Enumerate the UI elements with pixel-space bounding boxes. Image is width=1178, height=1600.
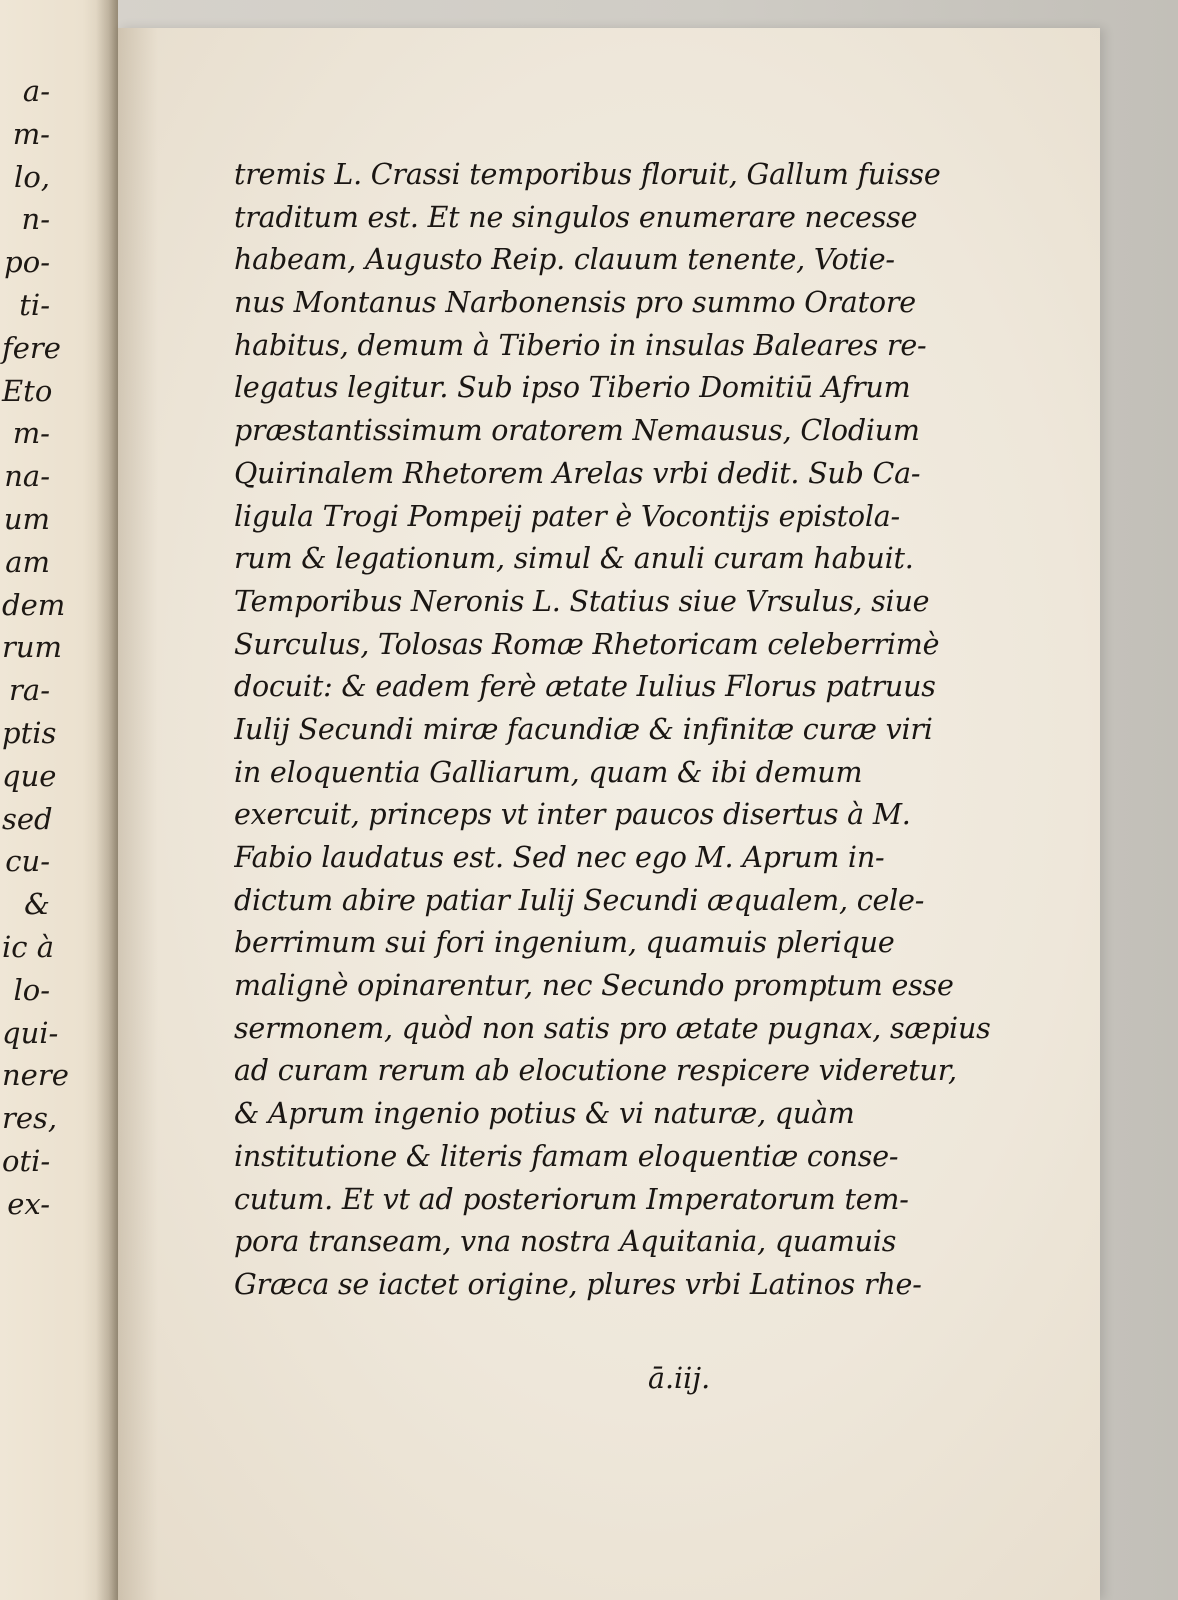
facing-text-line: res, [2, 1101, 58, 1136]
text-line: habitus, demum à Tiberio in insulas Baleares re- [234, 328, 927, 362]
facing-text-line: am [5, 544, 50, 579]
facing-text-line: qui- [2, 1015, 59, 1050]
facing-text-line: po- [4, 245, 50, 280]
facing-page-left [0, 0, 118, 1600]
facing-text-line: & [24, 887, 50, 922]
facing-text-line: Eto [2, 373, 53, 408]
text-line: Surculus, Tolosas Romæ Rhetoricam celeberrimè [234, 627, 940, 661]
facing-text-line: um [3, 501, 50, 536]
text-line: Temporibus Neronis L. Statius siue Vrsulus, siue [234, 584, 930, 618]
text-line: docuit: & eadem ferè ætate Iulius Florus patruus [234, 670, 936, 704]
text-line: dictum abire patiar Iulij Secundi æqualem, cele- [234, 883, 925, 917]
facing-text-line: lo- [13, 972, 50, 1007]
text-line: Græca se iactet origine, plures vrbi Latinos rhe- [234, 1267, 922, 1301]
text-line: rum & legationum, simul & anuli curam habuit. [234, 542, 914, 576]
facing-text-line: ti- [19, 287, 50, 322]
facing-text-line: a- [22, 74, 50, 108]
text-line: pora transeam, vna nostra Aquitania, quamuis [234, 1225, 897, 1259]
page-text-block [234, 154, 1014, 1307]
book-page [118, 28, 1100, 1600]
facing-text-line: nere [2, 1058, 69, 1093]
text-line: & Aprum ingenio potius & vi naturæ, quàm [234, 1097, 855, 1131]
facing-text-line: m- [12, 416, 50, 451]
facing-text-line: m- [12, 116, 50, 151]
text-line: Fabio laudatus est. Sed nec ego M. Aprum in- [234, 841, 885, 874]
text-line: legatus legitur. Sub ipso Tiberio Domitiū Afrum [234, 371, 911, 405]
text-line: cutum. Et vt ad posteriorum Imperatorum tem- [234, 1182, 909, 1216]
facing-text-line: que [2, 758, 57, 793]
facing-text-line: lo, [14, 159, 50, 194]
facing-text-line: n- [21, 202, 50, 237]
page-gutter-shadow [118, 28, 158, 1600]
text-line: præstantissimum oratorem Nemausus, Clodium [234, 414, 920, 448]
facing-text-line: ex- [7, 1186, 50, 1221]
text-line: malignè opinarentur, nec Secundo promptum esse [234, 969, 954, 1003]
facing-text-line: fere [2, 330, 61, 365]
text-line: exercuit, princeps vt inter paucos disertus à M. [234, 798, 911, 832]
text-line: sermonem, quòd non satis pro ætate pugnax, sæpius [234, 1011, 991, 1045]
facing-text-line: oti- [2, 1143, 51, 1178]
text-line: Quirinalem Rhetorem Arelas vrbi dedit. Sub Ca- [234, 456, 921, 490]
facing-text-line: sed [2, 801, 53, 836]
text-line: institutione & literis famam eloquentiæ conse- [234, 1139, 899, 1173]
text-line: traditum est. Et ne singulos enumerare necesse [234, 200, 918, 234]
facing-text-line: dem [2, 587, 66, 622]
signature-mark: ā.iij. [648, 1362, 711, 1395]
text-line: berrimum sui fori ingenium, quamuis plerique [234, 926, 895, 960]
text-line: nus Montanus Narbonensis pro summo Oratore [234, 286, 916, 320]
gutter-shadow [96, 0, 118, 1600]
text-line: in eloquentia Galliarum, quam & ibi demum [234, 755, 863, 789]
facing-text-line: na- [4, 459, 50, 494]
text-line: ad curam rerum ab elocutione respicere videretur, [234, 1054, 957, 1088]
facing-text-line: ra- [9, 673, 50, 708]
facing-text-line: rum [2, 630, 63, 665]
facing-text-line: ic à [2, 929, 55, 964]
text-line: tremis L. Crassi temporibus floruit, Gallum fuisse [234, 158, 941, 191]
text-line: ligula Trogi Pompeij pater è Vocontijs epistola- [234, 499, 900, 533]
text-line: habeam, Augusto Reip. clauum tenente, Votie- [234, 243, 895, 277]
facing-text-line: ptis [2, 715, 57, 750]
facing-text-line: cu- [5, 844, 50, 879]
text-line: Iulij Secundi miræ facundiæ & infinitæ curæ viri [234, 712, 933, 746]
